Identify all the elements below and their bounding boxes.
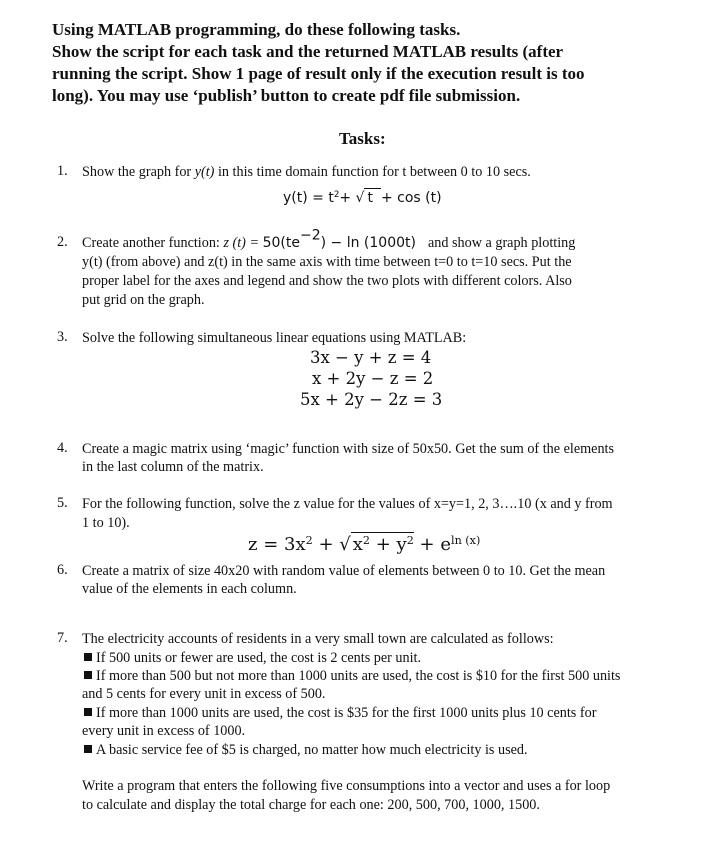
bullet-square-icon xyxy=(84,745,92,753)
task-7-bullet-4: A basic service fee of $5 is charged, no matter how much electricity is used. xyxy=(82,741,528,760)
task-7-bullet-3: If more than 1000 units are used, the cost is $35 for the first 1000 units plus 10 cents for xyxy=(82,704,596,723)
bullet-square-icon xyxy=(84,653,92,661)
task-7-number: 7. xyxy=(57,630,68,646)
task-3-line-1: Solve the following simultaneous linear equations using MATLAB: xyxy=(82,330,467,346)
task-2-line-3: proper label for the axes and legend and show the two plots with different colors. Also xyxy=(82,273,572,289)
task-7-bullet-1: If 500 units or fewer are used, the cost is 2 cents per unit. xyxy=(82,649,421,668)
task-1-text: Show the graph for y(t) in this time domain function for t between 0 to 10 secs. xyxy=(82,164,531,180)
task-7-bullet-3-cont: every unit in excess of 1000. xyxy=(82,723,246,739)
task-5-line-2: 1 to 10). xyxy=(82,515,130,531)
bullet-square-icon xyxy=(84,671,92,679)
task-3-equation-2: x + 2y − z = 2 xyxy=(312,369,434,388)
task-5-line-1: For the following function, solve the z value for the values of x=y=1, 2, 3….10 (x and y from xyxy=(82,496,613,512)
task-4-line-2: in the last column of the matrix. xyxy=(82,459,264,475)
task-7-write-line-2: to calculate and display the total charge for each one: 200, 500, 700, 1000, 1500. xyxy=(82,797,540,813)
task-6-number: 6. xyxy=(57,562,68,578)
bullet-square-icon xyxy=(84,708,92,716)
task-6-line-1: Create a matrix of size 40x20 with random value of elements between 0 to 10. Get the mean xyxy=(82,563,606,579)
task-6-line-2: value of the elements in each column. xyxy=(82,581,297,597)
task-7-bullet-2: If more than 500 but not more than 1000 units are used, the cost is $10 for the first 500 units xyxy=(82,667,620,686)
header-line-3: running the script. Show 1 page of result only if the execution result is too xyxy=(52,64,585,83)
task-2-line-1: Create another function: z $(t) = 50(te^{-2}) - \ln (1000t)$ and show a graph plotting xyxy=(82,227,576,251)
task-2-line-2: y(t) (from above) and z(t) in the same axis with time between t=0 to t=10 secs. Put the xyxy=(82,254,572,270)
task-5-number: 5. xyxy=(57,495,68,511)
task-7-line-1: The electricity accounts of residents in a very small town are calculated as follows: xyxy=(82,631,554,647)
task-7-bullet-2-cont: and 5 cents for every unit in excess of 500. xyxy=(82,686,326,702)
task-1-number: 1. xyxy=(57,163,68,179)
task-3-equation-1: 3x − y + z = 4 xyxy=(310,348,432,367)
header-line-2: Show the script for each task and the returned MATLAB results (after xyxy=(52,42,564,61)
task-3-number: 3. xyxy=(57,329,68,345)
task-4-line-1: Create a magic matrix using ‘magic’ function with size of 50x50. Get the sum of the elements xyxy=(82,441,615,457)
header-line-4: long). You may use ‘publish’ button to create pdf file submission. xyxy=(52,86,521,105)
task-5-equation: $z = 3x^2$ + √ $x^2 + y^2 + e^{ln (x)}$ xyxy=(248,533,481,555)
task-7-write-line-1: Write a program that enters the following five consumptions into a vector and uses a for loop xyxy=(82,778,611,794)
task-4-number: 4. xyxy=(57,440,68,456)
task-2-line-4: put grid on the graph. xyxy=(82,292,205,308)
task-1-equation: $y(t) = t^2+$ √ t + cos (t) xyxy=(283,190,442,206)
tasks-title: Tasks: xyxy=(339,129,386,148)
task-3-equation-3: 5x + 2y − 2z = 3 xyxy=(300,390,443,409)
task-2-number: 2. xyxy=(57,234,68,250)
header-line-1: Using MATLAB programming, do these following tasks. xyxy=(52,20,461,39)
